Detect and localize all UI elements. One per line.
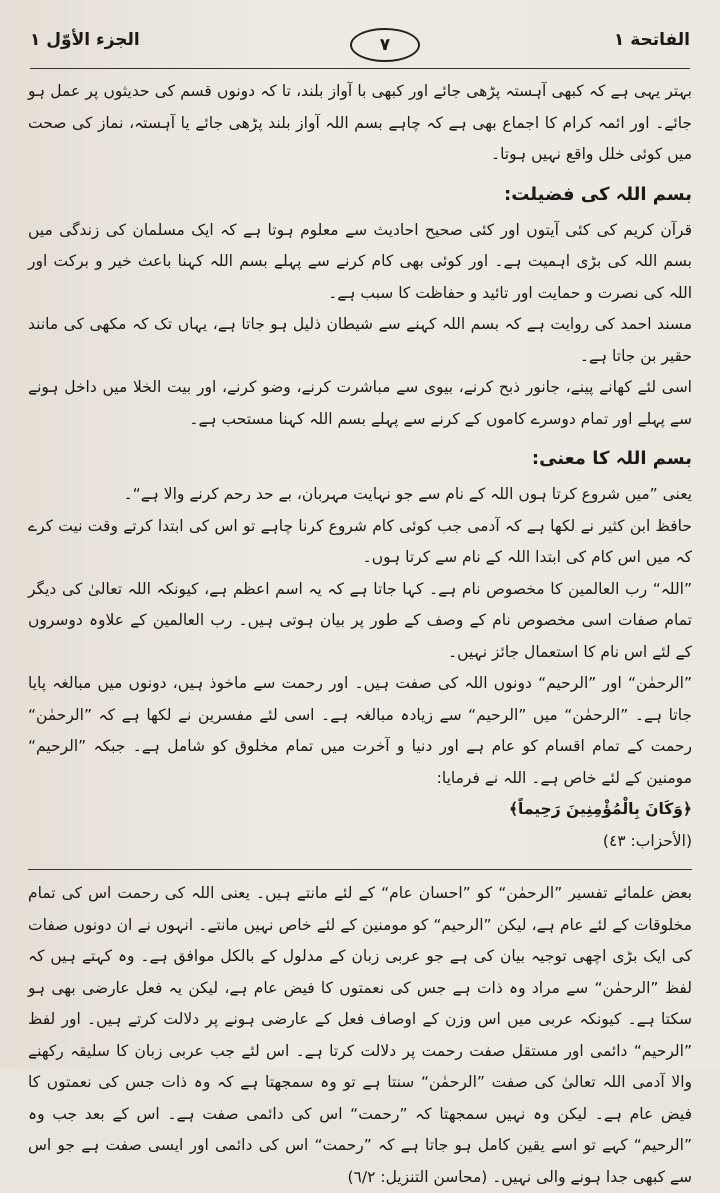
paragraph: حافظ ابن کثیر نے لکھا ہے کہ آدمی جب کوئی کام شروع کرنا چاہے تو اس کی ابتدا کرتے وقت نیت کرے کہ میں اس کام کی ابتدا اللہ کے نام سے کرتا ہوں۔ <box>28 516 692 566</box>
paragraph: ”الرحمٰن“ اور ”الرحیم“ دونوں اللہ کی صفت ہیں۔ اور رحمت سے ماخوذ ہیں، دونوں میں مبالغہ پایا جاتا ہے۔ ”الرحمٰن“ میں ”الرحیم“ سے زیادہ مبالغہ ہے۔ اسی لئے مفسرین نے لکھا ہے کہ ”الرحمٰن“ رحمت کے تمام اقسام کو عام ہے اور دنیا و آخرت میں تمام مخلوق کو شامل ہے۔ جبکہ ”الرحیم“ مومنین کے لئے خاص ہے۔ اللہ نے فرمایا: <box>28 674 692 787</box>
paragraph: مسند احمد کی روایت ہے کہ بسم اللہ کہنے سے شیطان ذلیل ہو جاتا ہے، یہاں تک کہ مکھی کی مانند حقیر بن جاتا ہے۔ <box>28 315 692 365</box>
section-divider <box>28 869 692 870</box>
juz-title: الجزء الأوّل ١ <box>30 30 140 50</box>
paragraph: بہتر یہی ہے کہ کبھی آہستہ پڑھی جائے اور کبھی با آواز بلند، تا کہ دونوں قسم کی حدیثوں پر عمل ہو جائے۔ اور ائمہ کرام کا اجماع بھی ہے کہ چاہے بسم اللہ آواز بلند پڑھی جائے یا آہستہ، نماز کی صحت میں کوئی خلل واقع نہیں ہوتا۔ <box>28 82 692 163</box>
paragraph: (الأحزاب: ٤٣) <box>602 831 692 850</box>
paragraph: اسی لئے کھانے پینے، جانور ذبح کرنے، بیوی سے مباشرت کرنے، وضو کرنے، اور بیت الخلا میں داخل ہونے سے پہلے اور تمام دوسرے کاموں کے کرنے سے پہلے بسم اللہ کہنا مستحب ہے۔ <box>28 378 692 428</box>
section-heading: بسم اللہ کی فضیلت: <box>504 183 692 205</box>
section-heading: بسم اللہ کا معنی: <box>531 448 692 469</box>
paragraph: ”اللہ“ رب العالمین کا مخصوص نام ہے۔ کہا جاتا ہے کہ یہ اسم اعظم ہے، کیونکہ اللہ تعالیٰ کی دیگر تمام صفات اسی مخصوص نام کے وصف کے طور پر بیان ہوتی ہیں۔ رب العالمین کے علاوہ دوسروں کے لئے اس نام کا استعمال جائز نہیں۔ <box>28 579 692 661</box>
page-header <box>30 20 690 72</box>
paragraph: یعنی ”میں شروع کرتا ہوں اللہ کے نام سے جو نہایت مہربان، بے حد رحم کرنے والا ہے“۔ <box>123 485 692 503</box>
surah-title: الفاتحة ١ <box>613 30 690 50</box>
page-number: ۷ <box>350 28 420 62</box>
paragraph: قرآن کریم کی کئی آیتوں اور کئی صحیح احادیث سے معلوم ہوتا ہے کہ ایک مسلمان کی زندگی میں بسم اللہ کی بڑی اہمیت ہے۔ اور کوئی بھی کام کرنے سے پہلے بسم اللہ کہنا باعث خیر و برکت اور اللہ کی نصرت و حمایت اور تائید و حفاظت کا سبب ہے۔ <box>28 220 692 302</box>
quran-verse: ﴿وَكَانَ بِالْمُؤْمِنِينَ رَحِيماً﴾ <box>508 800 692 818</box>
page-body <box>28 76 692 1193</box>
header-divider <box>30 68 690 69</box>
paragraph: بعض علمائے تفسیر ”الرحمٰن“ کو ”احسان عام“ کے لئے مانتے ہیں۔ یعنی اللہ کی رحمت اس کی تمام مخلوقات کے لئے عام ہے، لیکن ”الرحیم“ کو مومنین کے لئے خاص نہیں مانتے۔ انہوں نے ان دونوں صفات کی ایک بڑی اچھی توجیہ بیان کی ہے جو عربی زبان کے مدلول کے بالکل موافق ہے۔ وہ کہتے ہیں کہ لفظ ”الرحمٰن“ سے مراد وہ ذات ہے جس کی نعمتوں کا فیض عام ہے، لیکن یہ فعل عارضی بھی ہو سکتا ہے۔ کیونکہ عربی میں اس وزن کے اوصاف فعل کے عارضی ہونے پر دلالت کرتے ہیں۔ اور لفظ ”الرحیم“ دائمی اور مستقل صفت رحمت پر دلالت کرتا ہے۔ اس لئے جب عربی زبان کا سلیقہ رکھنے والا آدمی اللہ تعالیٰ کی صفت ”الرحمٰن“ سنتا ہے تو وہ سمجھتا ہے کہ وہ ذات جس کی نعمتوں کا فیض عام ہے۔ لیکن وہ نہیں سمجھتا کہ ”رحمت“ اس کی دائمی صفت ہے۔ اس کے بعد جب وہ ”الرحیم“ کہے تو اسے یقین کامل ہو جاتا ہے کہ ”رحمت“ اس کی دائمی اور ایسی صفت ہے جو اس سے کبھی جدا ہونے والی نہیں۔ (محاسن التنزیل: ٦/٢) <box>28 884 692 1186</box>
